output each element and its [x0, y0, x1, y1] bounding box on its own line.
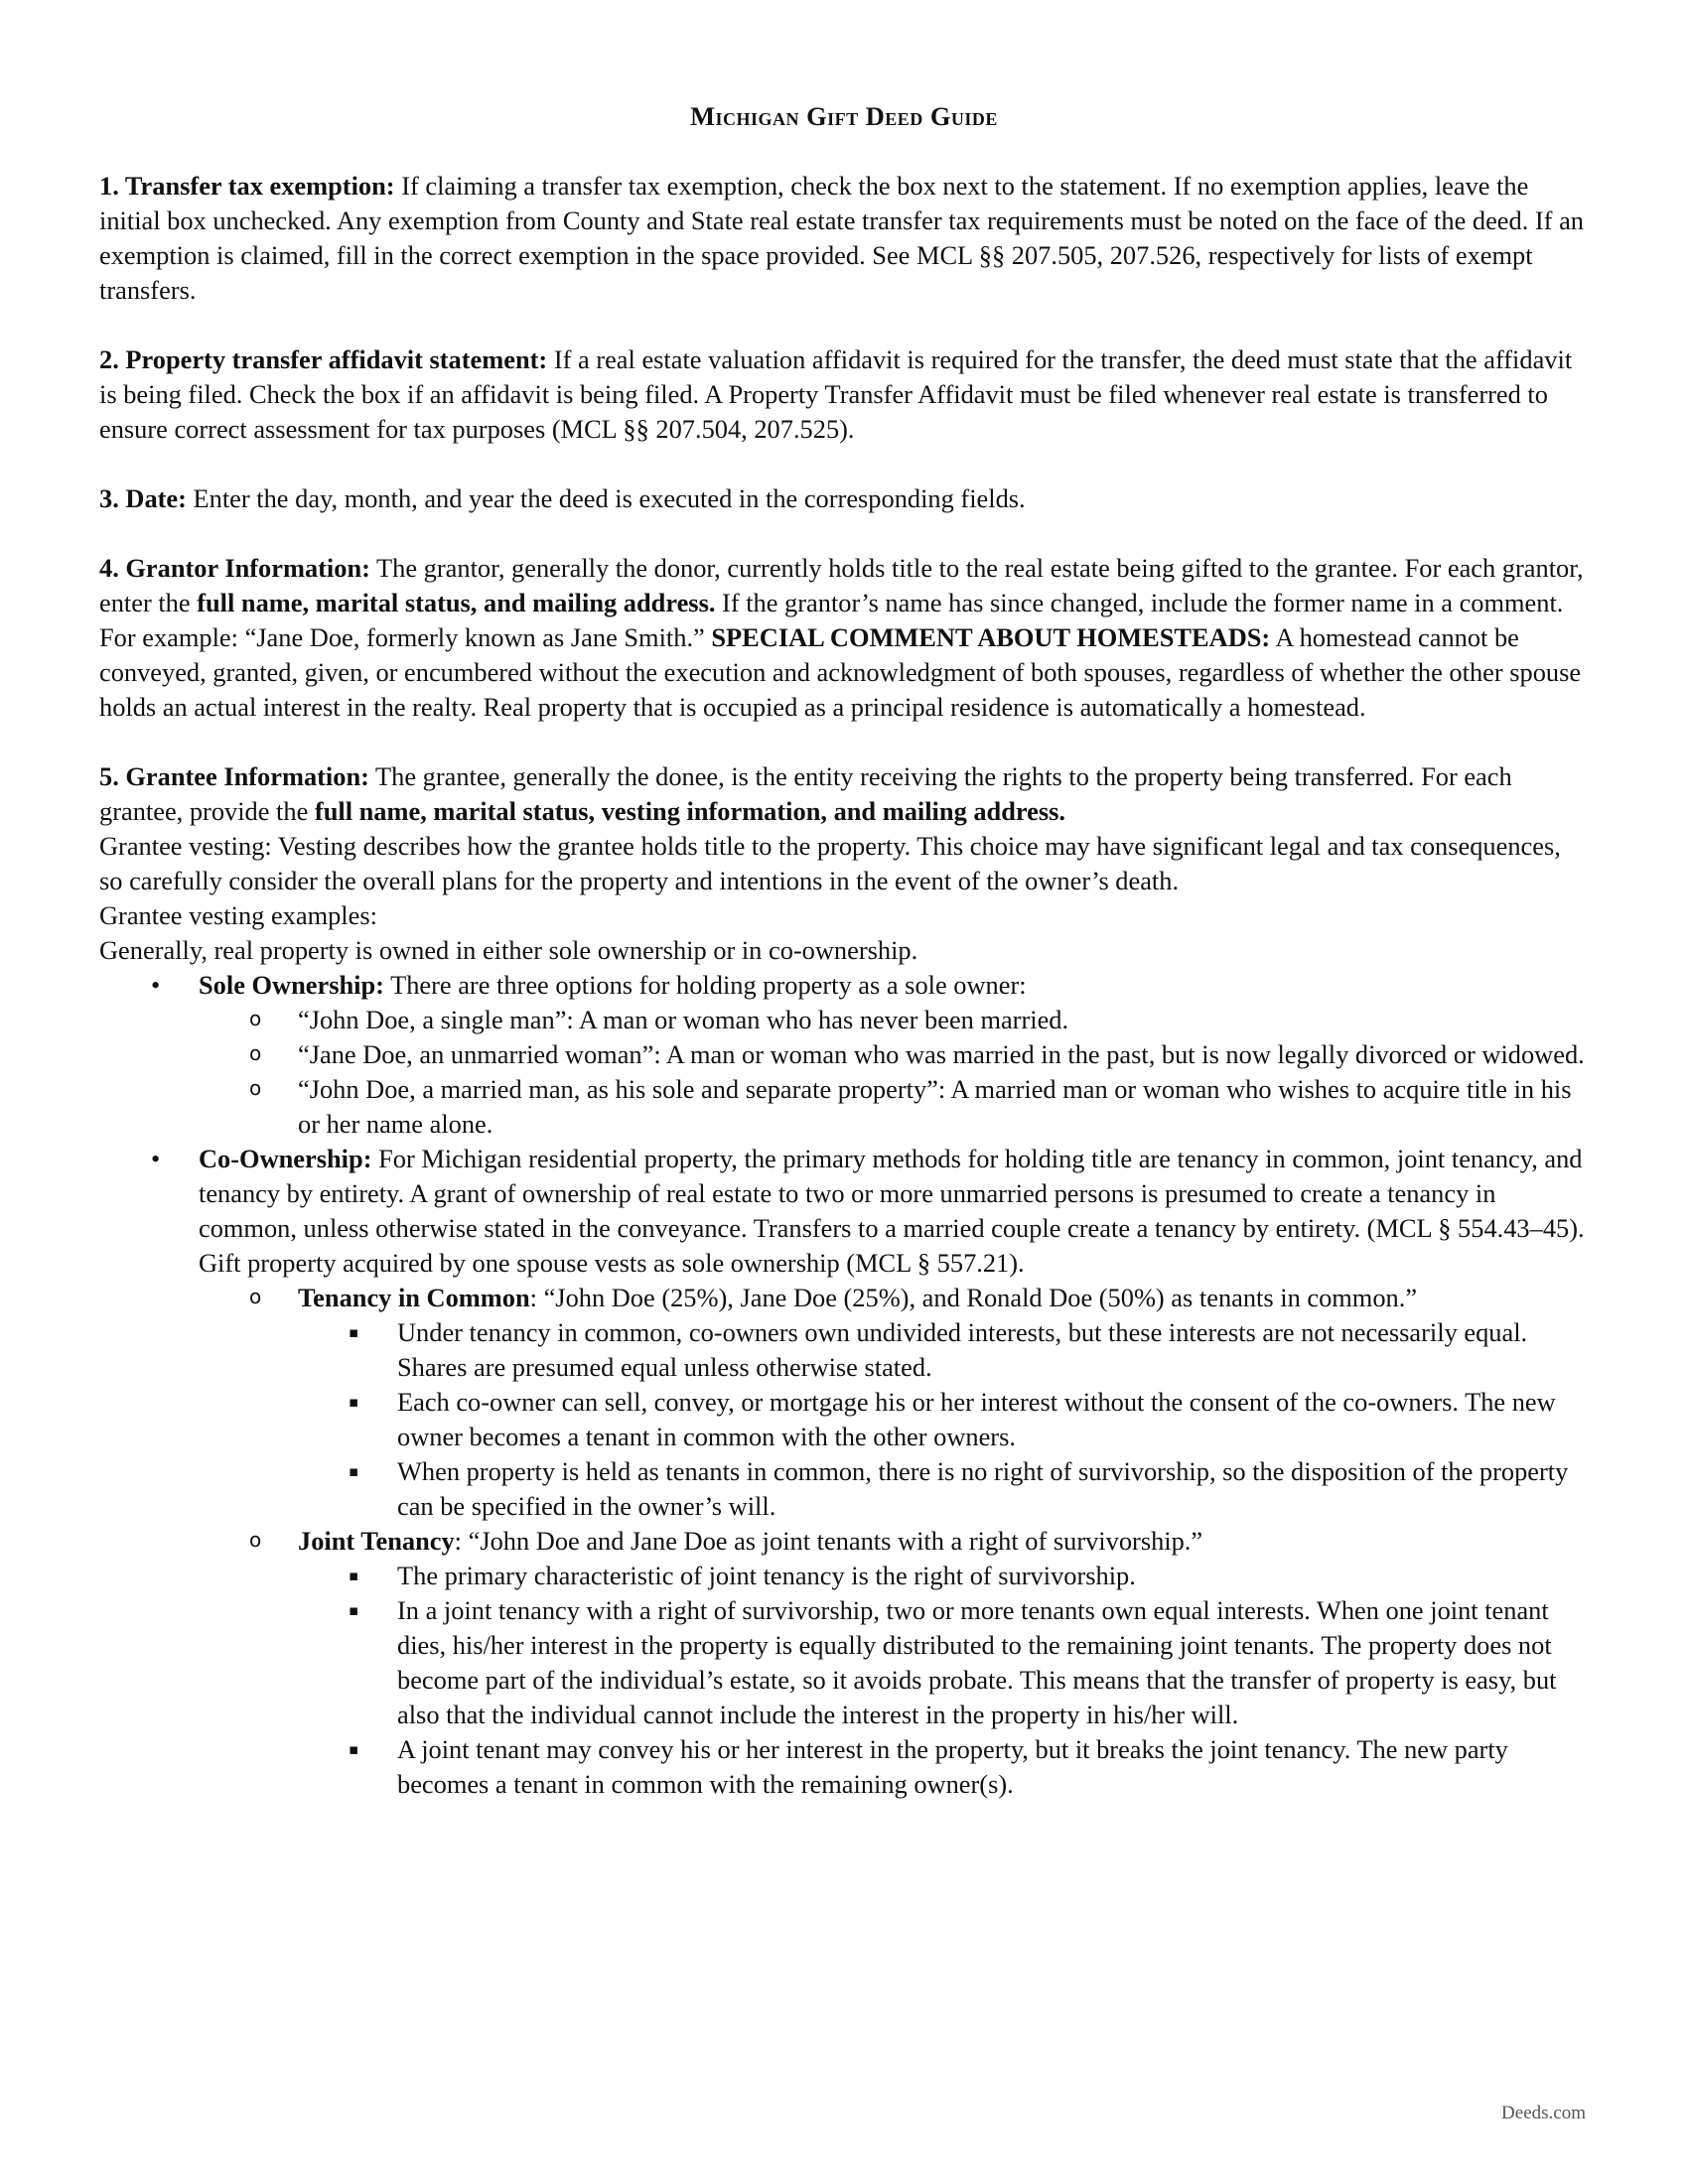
co-ownership-options [199, 1281, 1589, 1802]
list-item: o “Jane Doe, an unmarried woman”: A man or woman who was married in the past, but is now legally divorced or widowed. [99, 1037, 1589, 1072]
list-item: o “John Doe, a single man”: A man or woman who has never been married. [99, 1003, 1589, 1037]
list-item-heading: Sole Ownership: [199, 970, 384, 1000]
circle-marker: o [249, 1285, 262, 1308]
list-item-heading: Tenancy in Common [298, 1283, 530, 1312]
square-marker: ▪ [349, 1567, 359, 1584]
section-transfer-tax-exemption [99, 169, 1589, 308]
section-text: The grantor, generally the donor, currently holds title to the real estate being gifted to the grantee. For each grantor, enter the [99, 553, 1584, 617]
list-item-joint-tenancy [99, 1524, 1589, 1802]
list-item: ▪ The primary characteristic of joint tenancy is the right of survivorship. [99, 1559, 1589, 1593]
list-item: ▪ In a joint tenancy with a right of survivorship, two or more tenants own equal interests. When one joint tenant dies, his/her interest in the property is equally distributed to the remaining joint tenants. The property does not become part of the individual’s estate, so it avoids probate. This means that the transfer of property is easy, but also that the individual cannot include the interest in the property in his/her will. [349, 1595, 1557, 1729]
section-emphasis: full name, marital status, and mailing address. [197, 588, 716, 617]
circle-marker: o [249, 1007, 262, 1030]
section-text: If a real estate valuation affidavit is required for the transfer, the deed must state that the affidavit is being filed. Check the box if an affidavit is being filed. A Property Transfer Affidavit must be filed whenever real estate is transferred to ensure correct assessment for tax purposes (MCL §§ 207.504, 207.525). [99, 344, 1573, 444]
section-heading: 1. Transfer tax exemption: [99, 171, 395, 201]
section-heading: 2. Property transfer affidavit statement: [99, 344, 548, 374]
section-heading: 3. Date: [99, 483, 187, 513]
section-text: A homestead cannot be conveyed, granted, given, or encumbered without the execution and acknowledgment of both spouses, regardless of whether the other spouse holds an actual interest in the realty. Real property that is occupied as a principal residence is automatically a homestead. [99, 622, 1582, 722]
section-text: If claiming a transfer tax exemption, check the box next to the statement. If no exemption applies, leave the initial box unchecked. Any exemption from County and State real estate transfer tax requirements must be noted on the face of the deed. If an exemption is claimed, fill in the correct exemption in the space provided. See MCL §§ 207.505, 207.526, respectively for lists of exempt transfers. [99, 171, 1584, 305]
page-title: Michigan Gift Deed Guide [690, 101, 998, 131]
bullet-marker: • [151, 1144, 161, 1173]
list-item-text: There are three options for holding property as a sole owner: [383, 970, 1027, 1000]
sole-ownership-options [199, 1003, 1589, 1142]
joint-tenancy-details [298, 1559, 1589, 1802]
list-item-text: : “John Doe (25%), Jane Doe (25%), and Ronald Doe (50%) as tenants in common.” [529, 1283, 1418, 1312]
list-item: ▪ A joint tenant may convey his or her interest in the property, but it breaks the joint tenancy. The new party becomes a tenant in common with the remaining owner(s). [349, 1734, 1508, 1799]
footer-brand: Deeds.com [1501, 2103, 1586, 2123]
list-item-heading: Joint Tenancy [298, 1526, 455, 1556]
section-text: Enter the day, month, and year the deed is executed in the corresponding fields. [186, 483, 1026, 513]
square-marker: ▪ [349, 1740, 359, 1758]
list-item-tenancy-in-common [99, 1281, 1589, 1524]
circle-marker: o [249, 1076, 262, 1100]
grantee-vesting-examples-label: Grantee vesting examples: [99, 900, 377, 930]
square-marker: ▪ [349, 1462, 359, 1480]
section-text: If the grantor’s name has since changed, include the former name in a comment. For example: “Jane Doe, formerly known as Jane Smith.” [99, 588, 1564, 652]
section-heading: 5. Grantee Information: [99, 761, 369, 791]
section-property-transfer-affidavit [99, 342, 1589, 447]
square-marker: ▪ [349, 1601, 359, 1619]
grantee-vesting-text: Grantee vesting: Vesting describes how the grantee holds title to the property. This choice may have significant legal and tax consequences, so carefully consider the overall plans for the property and intentions in the event of the owner’s death. [99, 831, 1561, 895]
document-body [99, 99, 1589, 1802]
list-item-co-ownership [99, 1142, 1589, 1802]
list-item-text: : “John Doe and Jane Doe as joint tenants with a right of survivorship.” [454, 1526, 1203, 1556]
list-item: o “John Doe, a married man, as his sole and separate property”: A married man or woman who wishes to acquire title in his or her name alone. [99, 1072, 1589, 1142]
section-date [99, 481, 1589, 516]
list-item-heading: Co-Ownership: [199, 1144, 372, 1173]
section-text: The grantee, generally the donee, is the entity receiving the rights to the property being transferred. For each grantee, provide the [99, 761, 1512, 826]
square-marker: ▪ [349, 1323, 359, 1341]
bullet-marker: • [151, 970, 161, 1000]
list-item-sole-ownership [99, 968, 1589, 1142]
circle-marker: o [249, 1041, 262, 1065]
list-item: ▪ Under tenancy in common, co-owners own undivided interests, but these interests are not necessarily equal. Shares are presumed equal unless otherwise stated. [349, 1317, 1528, 1382]
circle-marker: o [249, 1528, 262, 1552]
list-item: ▪ Each co-owner can sell, convey, or mortgage his or her interest without the consent of the co-owners. The new owner becomes a tenant in common with the other owners. [349, 1387, 1556, 1451]
square-marker: ▪ [349, 1393, 359, 1411]
section-grantor-information [99, 551, 1589, 725]
section-emphasis: SPECIAL COMMENT ABOUT HOMESTEADS: [711, 622, 1271, 652]
section-emphasis: full name, marital status, vesting information, and mailing address. [314, 796, 1065, 826]
list-item: ▪ When property is held as tenants in common, there is no right of survivorship, so the disposition of the property can be specified in the owner’s will. [349, 1456, 1569, 1521]
ownership-general-text: Generally, real property is owned in either sole ownership or in co-ownership. [99, 935, 918, 965]
list-item-text: For Michigan residential property, the primary methods for holding title are tenancy in common, joint tenancy, and tenancy by entirety. A grant of ownership of real estate to two or more unmarried persons is presumed to create a tenancy in common, unless otherwise stated in the conveyance. Transfers to a married couple create a tenancy by entirety. (MCL § 554.43–45). Gift property acquired by one spouse vests as sole ownership (MCL § 557.21). [199, 1144, 1585, 1278]
tenancy-in-common-details [298, 1315, 1589, 1524]
section-heading: 4. Grantor Information: [99, 553, 370, 583]
section-grantee-information [99, 759, 1589, 829]
ownership-list [99, 968, 1589, 1802]
